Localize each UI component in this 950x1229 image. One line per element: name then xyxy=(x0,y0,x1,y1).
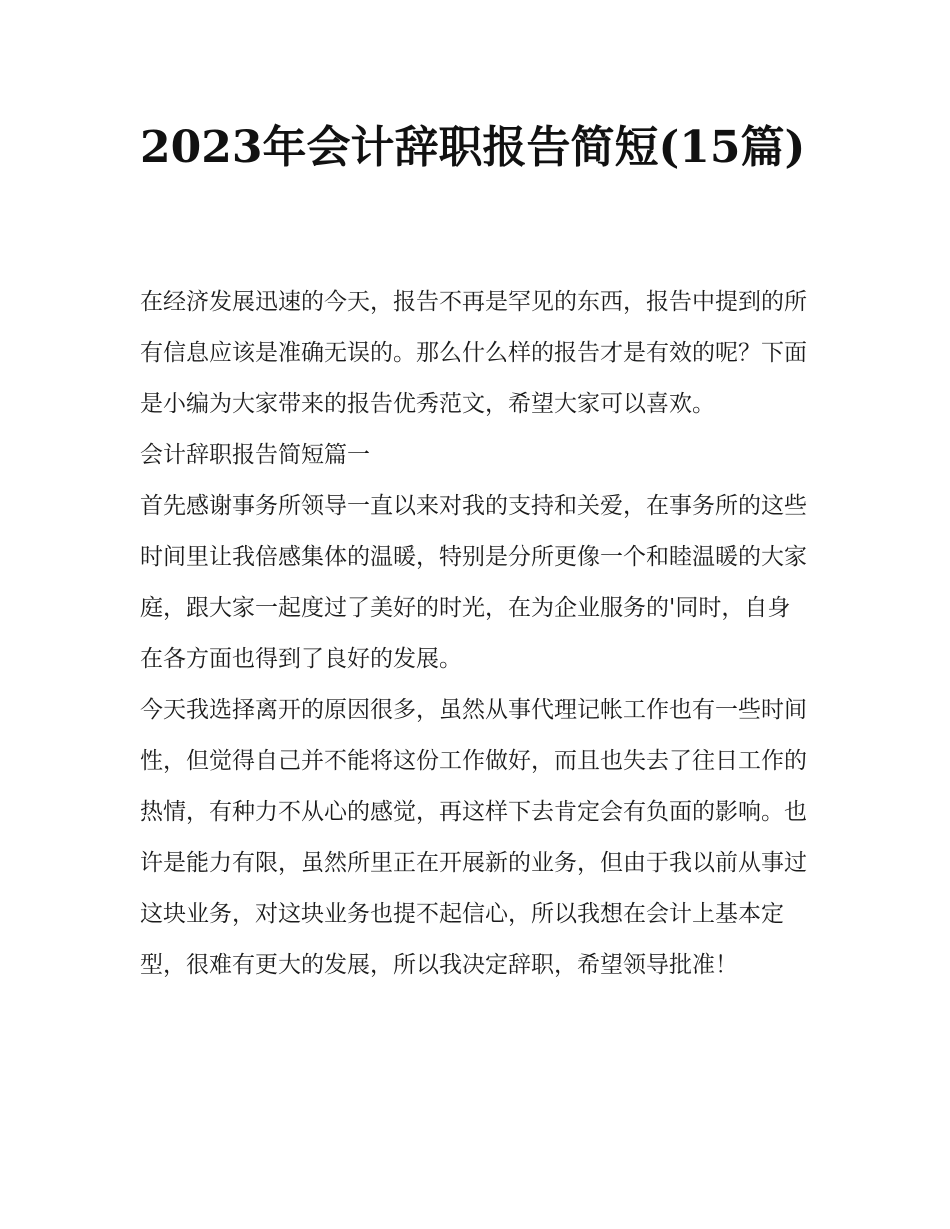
document-body xyxy=(140,277,812,991)
body-paragraph-reasons: 今天我选择离开的原因很多，虽然从事代理记帐工作也有一些时间性，但觉得自己并不能将这份工作做好，而且也失去了往日工作的热情，有种力不从心的感觉，再这样下去肯定会有负面的影响。也许是能力有限，虽然所里正在开展新的业务，但由于我以前从事过这块业务，对这块业务也提不起信心，所以我想在会计上基本定型，很难有更大的发展，所以我决定辞职，希望领导批准！ xyxy=(140,697,807,978)
body-paragraph-gratitude: 首先感谢事务所领导一直以来对我的支持和关爱，在事务所的这些时间里让我倍感集体的温暖，特别是分所更像一个和睦温暖的大家庭，跟大家一起度过了美好的时光，在为企业服务的'同时，自身在各方面也得到了良好的发展。 xyxy=(140,493,807,672)
intro-paragraph: 在经济发展迅速的今天，报告不再是罕见的东西，报告中提到的所有信息应该是准确无误的。那么什么样的报告才是有效的呢？下面是小编为大家带来的报告优秀范文，希望大家可以喜欢。 xyxy=(140,289,807,417)
section-heading: 会计辞职报告简短篇一 xyxy=(140,442,370,468)
document-title: 2023年会计辞职报告简短(15篇) xyxy=(140,122,806,173)
